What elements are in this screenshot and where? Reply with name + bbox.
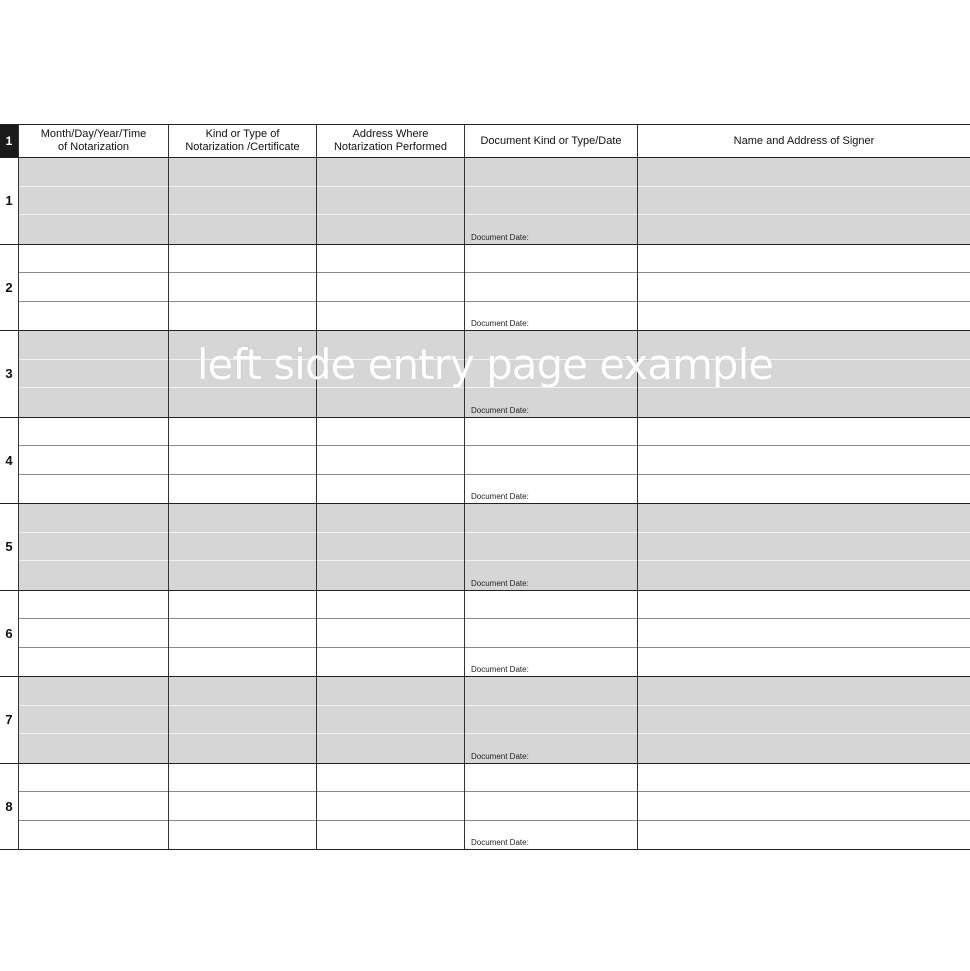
entry-line[interactable] bbox=[169, 360, 316, 389]
entry-line[interactable] bbox=[19, 215, 168, 244]
entry-line[interactable] bbox=[317, 215, 464, 244]
entry-line[interactable] bbox=[465, 648, 637, 677]
address-cell bbox=[316, 764, 464, 850]
entry-line[interactable] bbox=[638, 215, 970, 244]
address-cell bbox=[316, 245, 464, 331]
entry-line[interactable] bbox=[638, 764, 970, 793]
entry-line[interactable] bbox=[169, 418, 316, 447]
document-type-cell bbox=[464, 591, 637, 677]
entry-line[interactable] bbox=[169, 273, 316, 302]
document-date-label: Document Date: bbox=[471, 751, 529, 761]
entry-line[interactable] bbox=[638, 619, 970, 648]
entry-line[interactable] bbox=[465, 215, 637, 244]
entry-line[interactable] bbox=[19, 187, 168, 216]
entry-line[interactable] bbox=[169, 677, 316, 706]
entry-line[interactable] bbox=[19, 619, 168, 648]
entry-line[interactable] bbox=[465, 273, 637, 302]
header-signer-label: Name and Address of Signer bbox=[733, 134, 875, 147]
entry-line[interactable] bbox=[317, 331, 464, 360]
journal-entry bbox=[0, 418, 970, 505]
signer-cell bbox=[637, 504, 970, 590]
journal-entry bbox=[0, 158, 970, 245]
entry-line[interactable] bbox=[638, 792, 970, 821]
table-header bbox=[0, 124, 970, 158]
entry-line[interactable] bbox=[465, 245, 637, 274]
entry-line[interactable] bbox=[638, 475, 970, 504]
entry-line[interactable] bbox=[465, 764, 637, 793]
header-address bbox=[316, 125, 464, 157]
entry-number: 5 bbox=[0, 504, 18, 590]
date-time-cell bbox=[18, 245, 168, 331]
entry-line[interactable] bbox=[317, 360, 464, 389]
address-cell bbox=[316, 677, 464, 763]
entry-line[interactable] bbox=[169, 648, 316, 677]
entry-line[interactable] bbox=[169, 619, 316, 648]
entry-line[interactable] bbox=[638, 533, 970, 562]
notarization-type-cell bbox=[168, 504, 316, 590]
entry-line[interactable] bbox=[19, 734, 168, 763]
signer-cell bbox=[637, 418, 970, 504]
signer-cell bbox=[637, 158, 970, 244]
document-type-cell bbox=[464, 677, 637, 763]
document-date-label: Document Date: bbox=[471, 232, 529, 242]
document-type-cell bbox=[464, 158, 637, 244]
signer-cell bbox=[637, 591, 970, 677]
header-date-time bbox=[18, 125, 168, 157]
entry-line[interactable] bbox=[465, 591, 637, 620]
entry-line[interactable] bbox=[465, 418, 637, 447]
entry-line[interactable] bbox=[465, 388, 637, 417]
entry-line[interactable] bbox=[169, 446, 316, 475]
entry-number: 3 bbox=[0, 331, 18, 417]
date-time-cell bbox=[18, 677, 168, 763]
entry-line[interactable] bbox=[317, 792, 464, 821]
entry-line[interactable] bbox=[19, 388, 168, 417]
entry-line[interactable] bbox=[638, 273, 970, 302]
entry-line[interactable] bbox=[638, 388, 970, 417]
notarization-type-cell bbox=[168, 245, 316, 331]
entry-line[interactable] bbox=[169, 302, 316, 331]
entry-line[interactable] bbox=[638, 158, 970, 187]
entry-line[interactable] bbox=[465, 734, 637, 763]
journal-entry bbox=[0, 591, 970, 678]
entry-line[interactable] bbox=[465, 302, 637, 331]
entry-line[interactable] bbox=[317, 561, 464, 590]
entry-line[interactable] bbox=[465, 475, 637, 504]
date-time-cell bbox=[18, 591, 168, 677]
entry-number: 8 bbox=[0, 764, 18, 850]
entry-line[interactable] bbox=[638, 360, 970, 389]
entry-line[interactable] bbox=[465, 158, 637, 187]
notarization-type-cell bbox=[168, 591, 316, 677]
entry-line[interactable] bbox=[638, 591, 970, 620]
date-time-cell bbox=[18, 418, 168, 504]
signer-cell bbox=[637, 245, 970, 331]
header-notarization-type-label: Kind or Type of Notarization /Certificate bbox=[185, 128, 300, 153]
entry-number: 6 bbox=[0, 591, 18, 677]
document-type-cell bbox=[464, 418, 637, 504]
journal-entries bbox=[0, 158, 970, 850]
entry-line[interactable] bbox=[317, 648, 464, 677]
header-signer bbox=[637, 125, 970, 157]
entry-number: 7 bbox=[0, 677, 18, 763]
notarization-type-cell bbox=[168, 677, 316, 763]
entry-line[interactable] bbox=[465, 677, 637, 706]
document-type-cell bbox=[464, 764, 637, 850]
entry-number: 4 bbox=[0, 418, 18, 504]
header-document-type-label: Document Kind or Type/Date bbox=[480, 134, 622, 147]
entry-line[interactable] bbox=[317, 245, 464, 274]
entry-line[interactable] bbox=[465, 360, 637, 389]
header-date-time-label: Month/Day/Year/Time of Notarization bbox=[40, 128, 147, 153]
entry-line[interactable] bbox=[317, 734, 464, 763]
journal-entry bbox=[0, 677, 970, 764]
entry-line[interactable] bbox=[465, 533, 637, 562]
signer-cell bbox=[637, 677, 970, 763]
entry-line[interactable] bbox=[317, 533, 464, 562]
date-time-cell bbox=[18, 764, 168, 850]
entry-line[interactable] bbox=[317, 418, 464, 447]
entry-line[interactable] bbox=[169, 504, 316, 533]
entry-line[interactable] bbox=[638, 187, 970, 216]
header-address-label: Address Where Notarization Performed bbox=[333, 128, 448, 153]
entry-line[interactable] bbox=[169, 475, 316, 504]
journal-entry bbox=[0, 764, 970, 851]
entry-line[interactable] bbox=[169, 215, 316, 244]
entry-line[interactable] bbox=[19, 245, 168, 274]
entry-line[interactable] bbox=[169, 331, 316, 360]
signer-cell bbox=[637, 764, 970, 850]
entry-line[interactable] bbox=[19, 561, 168, 590]
notarization-type-cell bbox=[168, 331, 316, 417]
watermark-text: left side entry page example bbox=[196, 340, 774, 389]
entry-line[interactable] bbox=[465, 187, 637, 216]
entry-line[interactable] bbox=[317, 764, 464, 793]
entry-line[interactable] bbox=[19, 360, 168, 389]
entry-line[interactable] bbox=[465, 446, 637, 475]
entry-line[interactable] bbox=[638, 504, 970, 533]
entry-line[interactable] bbox=[19, 273, 168, 302]
entry-line[interactable] bbox=[317, 273, 464, 302]
entry-line[interactable] bbox=[638, 648, 970, 677]
address-cell bbox=[316, 158, 464, 244]
address-cell bbox=[316, 591, 464, 677]
notarization-type-cell bbox=[168, 764, 316, 850]
entry-line[interactable] bbox=[19, 706, 168, 735]
date-time-cell bbox=[18, 331, 168, 417]
entry-line[interactable] bbox=[638, 561, 970, 590]
entry-line[interactable] bbox=[465, 792, 637, 821]
entry-line[interactable] bbox=[19, 591, 168, 620]
entry-line[interactable] bbox=[638, 446, 970, 475]
entry-line[interactable] bbox=[19, 792, 168, 821]
journal-entry bbox=[0, 504, 970, 591]
entry-line[interactable] bbox=[465, 706, 637, 735]
entry-line[interactable] bbox=[169, 764, 316, 793]
page-number-badge: 1 bbox=[0, 125, 18, 157]
entry-line[interactable] bbox=[19, 475, 168, 504]
entry-line[interactable] bbox=[169, 821, 316, 850]
journal-entry bbox=[0, 331, 970, 418]
entry-line[interactable] bbox=[638, 302, 970, 331]
entry-line[interactable] bbox=[465, 331, 637, 360]
entry-line[interactable] bbox=[19, 648, 168, 677]
notarization-type-cell bbox=[168, 158, 316, 244]
entry-line[interactable] bbox=[317, 158, 464, 187]
entry-line[interactable] bbox=[638, 821, 970, 850]
entry-line[interactable] bbox=[169, 245, 316, 274]
entry-line[interactable] bbox=[317, 821, 464, 850]
entry-number: 2 bbox=[0, 245, 18, 331]
document-date-label: Document Date: bbox=[471, 578, 529, 588]
entry-line[interactable] bbox=[638, 677, 970, 706]
entry-line[interactable] bbox=[638, 734, 970, 763]
entry-line[interactable] bbox=[465, 619, 637, 648]
entry-line[interactable] bbox=[19, 418, 168, 447]
entry-line[interactable] bbox=[317, 706, 464, 735]
entry-line[interactable] bbox=[317, 475, 464, 504]
document-date-label: Document Date: bbox=[471, 319, 529, 328]
entry-line[interactable] bbox=[317, 187, 464, 216]
entry-line[interactable] bbox=[169, 734, 316, 763]
entry-line[interactable] bbox=[169, 706, 316, 735]
signer-cell bbox=[637, 331, 970, 417]
address-cell bbox=[316, 331, 464, 417]
entry-line[interactable] bbox=[169, 591, 316, 620]
entry-line[interactable] bbox=[465, 561, 637, 590]
entry-line[interactable] bbox=[19, 446, 168, 475]
notarization-type-cell bbox=[168, 418, 316, 504]
document-type-cell bbox=[464, 331, 637, 417]
document-date-label: Document Date: bbox=[471, 838, 529, 847]
address-cell bbox=[316, 418, 464, 504]
header-notarization-type bbox=[168, 125, 316, 157]
entry-line[interactable] bbox=[638, 706, 970, 735]
entry-line[interactable] bbox=[19, 158, 168, 187]
document-type-cell bbox=[464, 504, 637, 590]
header-document-type bbox=[464, 125, 637, 157]
journal-entry bbox=[0, 245, 970, 332]
entry-line[interactable] bbox=[19, 677, 168, 706]
entry-line[interactable] bbox=[169, 187, 316, 216]
entry-line[interactable] bbox=[465, 821, 637, 850]
entry-line[interactable] bbox=[465, 504, 637, 533]
entry-line[interactable] bbox=[19, 533, 168, 562]
document-date-label: Document Date: bbox=[471, 405, 529, 415]
entry-line[interactable] bbox=[317, 388, 464, 417]
entry-line[interactable] bbox=[317, 504, 464, 533]
entry-line[interactable] bbox=[19, 504, 168, 533]
entry-line[interactable] bbox=[169, 388, 316, 417]
entry-line[interactable] bbox=[317, 302, 464, 331]
entry-line[interactable] bbox=[317, 446, 464, 475]
entry-line[interactable] bbox=[638, 331, 970, 360]
entry-line[interactable] bbox=[19, 302, 168, 331]
date-time-cell bbox=[18, 504, 168, 590]
entry-line[interactable] bbox=[169, 158, 316, 187]
entry-line[interactable] bbox=[169, 792, 316, 821]
document-type-cell bbox=[464, 245, 637, 331]
entry-line[interactable] bbox=[19, 764, 168, 793]
entry-number: 1 bbox=[0, 158, 18, 244]
entry-line[interactable] bbox=[317, 677, 464, 706]
entry-line[interactable] bbox=[19, 821, 168, 850]
entry-line[interactable] bbox=[169, 533, 316, 562]
document-date-label: Document Date: bbox=[471, 665, 529, 674]
entry-line[interactable] bbox=[19, 331, 168, 360]
entry-line[interactable] bbox=[638, 418, 970, 447]
notary-journal-table bbox=[0, 124, 970, 850]
entry-line[interactable] bbox=[317, 619, 464, 648]
entry-line[interactable] bbox=[169, 561, 316, 590]
date-time-cell bbox=[18, 158, 168, 244]
document-date-label: Document Date: bbox=[471, 492, 529, 501]
address-cell bbox=[316, 504, 464, 590]
entry-line[interactable] bbox=[317, 591, 464, 620]
entry-line[interactable] bbox=[638, 245, 970, 274]
